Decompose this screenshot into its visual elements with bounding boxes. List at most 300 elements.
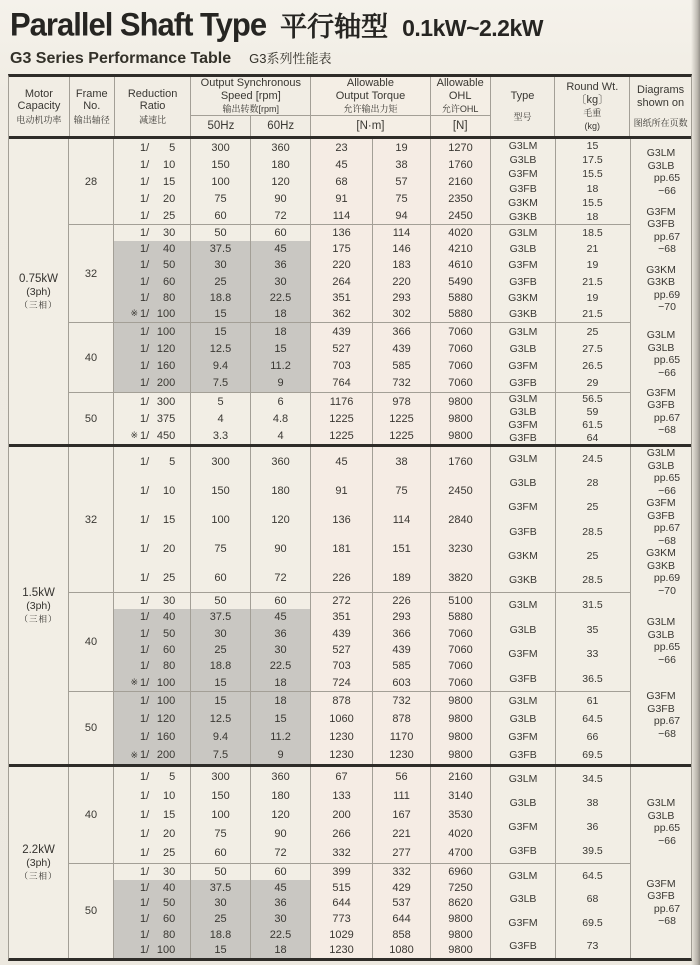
torque-50hz-cell: 272 [310,593,372,609]
speed-50hz-cell: 15 [190,675,250,691]
frame-no-cell: 40 [84,636,98,648]
speed-60hz-cell: 9 [250,746,310,764]
ratio-cell [113,505,190,534]
ratio-cell [113,880,190,896]
type-row [491,358,630,375]
ratio-denominator: 120 [156,342,176,355]
speed-60hz-cell: 18 [250,306,310,322]
speed-50hz-cell: 18.8 [190,927,250,943]
speed-50hz-cell: 25 [190,274,250,290]
ratio-denominator: 40 [162,243,176,256]
table-row [113,306,490,322]
ratio-denominator: 5 [169,770,176,783]
speed-60hz-cell: 6 [250,393,310,410]
speed-60hz-cell: 45 [250,241,310,257]
diagram-block [631,447,691,597]
header-speed-sub [191,115,310,136]
torque-50hz-cell: 220 [310,257,372,273]
header-torque-top [311,77,430,115]
ratio-denominator: 80 [162,291,176,304]
weight-value: 18.5 [582,227,603,240]
ohl-cell: 1760 [430,156,490,173]
table-row [113,173,490,190]
ohl-cell: 2450 [430,476,490,505]
speed-60hz-cell: 180 [250,476,310,505]
speed-50hz-cell: 30 [190,626,250,642]
weight-value: 35 [586,623,599,636]
ratio-prefix: 1/ [140,227,150,240]
table-row [113,563,490,592]
frame-block-40 [69,322,630,392]
table-row [113,880,490,896]
speed-50hz-cell: 7.5 [190,746,250,764]
frame-block-50 [69,392,630,444]
col-header-output-torque [310,77,430,136]
data-rows [113,225,490,322]
diagram-line: G3FM [646,205,676,218]
speed-60hz-cell: 360 [250,447,310,476]
type-label: G3LM [508,869,538,882]
type-row [491,568,630,592]
ratio-cell [113,290,190,306]
frame-block-40 [69,767,630,863]
motor-capacity-line: （三相） [19,871,58,881]
torque-60hz-cell: 366 [372,626,430,642]
type-row [491,791,630,815]
ratio-denominator: 100 [156,695,176,707]
torque-60hz-cell: 189 [372,563,430,592]
ratio-denominator: 60 [162,644,176,657]
weight-value: 31.5 [582,599,603,612]
table-row [113,139,490,156]
torque-50hz-cell: 1230 [310,942,372,958]
speed-60hz-cell: 30 [250,642,310,658]
ratio-cell [113,427,190,444]
torque-60hz-cell: 293 [372,609,430,625]
ratio-denominator: 50 [162,897,176,910]
weight-value: 28.5 [582,573,603,586]
diagram-line: G3KM [646,547,676,559]
header-line: Allowable [436,77,484,89]
speed-60hz-cell: 36 [250,257,310,273]
weight-value: 39.5 [582,845,603,857]
torque-50hz-cell: 527 [310,340,372,357]
speed-50hz-cell: 50 [190,864,250,880]
speed-50hz-cell: 300 [190,139,250,156]
diagram-line: G3LM [646,147,676,160]
speed-60hz-cell: 120 [250,805,310,824]
ratio-denominator: 20 [162,542,176,555]
weight-value: 28.5 [582,525,603,538]
diagram-line: pp.65 [653,641,681,653]
torque-60hz-cell: 332 [372,864,430,880]
type-label: G3LM [508,695,538,707]
col-header-reduction-ratio [114,77,191,136]
torque-60hz-cell: 167 [372,805,430,824]
ohl-cell: 7060 [430,626,490,642]
type-label: G3FB [509,275,537,288]
torque-60hz-cell: 146 [372,241,430,257]
torque-50hz-cell: 226 [310,563,372,592]
section-2-2kw [9,764,691,958]
ratio-prefix: 1/ [140,513,150,526]
torque-60hz-cell: 585 [372,658,430,674]
frame-no-cell: 50 [84,412,98,425]
table-row [113,274,490,290]
diagrams-column [630,447,691,764]
diagram-line: G3LM [646,329,676,342]
ohl-cell: 5880 [430,290,490,306]
torque-50hz-cell: 1225 [310,427,372,444]
speed-60hz-cell: 11.2 [250,728,310,746]
frame-no-cell: 28 [84,175,98,188]
page-title [10,5,543,44]
header-line-cn: 毛重 [583,108,602,118]
header-line: Ratio [139,100,166,112]
ratio-prefix: 1/ [140,928,150,941]
torque-60hz-cell: 1225 [372,410,430,427]
speed-50hz-cell: 37.5 [190,609,250,625]
speed-50hz-cell: 75 [190,825,250,844]
type-label: G3FB [509,672,537,685]
header-line: Capacity [17,100,61,112]
data-rows [113,393,490,444]
table-row [113,225,490,241]
speed-50hz-cell: 150 [190,786,250,805]
ratio-prefix: 1/ [140,325,150,338]
table-row [113,156,490,173]
data-rows [113,864,490,958]
speed-60hz-cell: 30 [250,274,310,290]
weight-value: 15.5 [582,196,603,209]
type-label: G3FM [508,648,538,661]
ohl-cell: 4020 [430,225,490,241]
ratio-cell [113,447,190,476]
data-rows [113,323,490,392]
section-1-5kw [9,444,691,764]
table-row [113,290,490,306]
ratio-cell [113,257,190,273]
ratio-denominator: 50 [162,627,176,640]
torque-50hz-cell: 45 [310,447,372,476]
diagram-line: −68 [658,424,676,437]
ratio-cell [113,864,190,880]
ratio-prefix: 1/ [140,192,150,205]
torque-60hz-cell: 151 [372,534,430,563]
diagram-line: G3FB [647,399,675,412]
subtitle-chinese: G3系列性能表 [249,51,332,66]
ratio-prefix: 1/ [140,881,150,894]
type-row [491,728,630,746]
type-label: G3LM [508,453,538,466]
type-weight-block [490,767,630,863]
diagram-group [631,329,691,379]
torque-60hz-cell: 978 [372,393,430,410]
speed-50hz-cell: 30 [190,895,250,911]
torque-60hz-cell: 57 [372,173,430,190]
ratio-prefix: 1/ [140,360,150,373]
torque-50hz-cell: 399 [310,864,372,880]
speed-50hz-cell: 15 [190,306,250,322]
torque-50hz-cell: 136 [310,505,372,534]
type-weight-block [490,864,630,958]
ratio-denominator: 160 [156,731,176,743]
weight-value: 21 [586,243,599,256]
ratio-cell [113,767,190,786]
type-label: G3FB [509,182,537,195]
diagram-line: G3FM [646,877,676,890]
ratio-denominator: 25 [162,571,176,584]
ratio-cell [113,225,190,241]
speed-50hz-cell: 18.8 [190,658,250,674]
torque-60hz-cell: 226 [372,593,430,609]
type-label: G3FB [509,940,537,953]
diagram-line: G3FM [646,690,676,702]
weight-value: 21.5 [582,275,603,288]
ohl-cell: 9800 [430,942,490,958]
motor-capacity-cell [9,447,68,764]
speed-50hz-cell: 12.5 [190,710,250,728]
speed-60hz-cell: 15 [250,710,310,728]
torque-60hz-cell: 1080 [372,942,430,958]
torque-60hz-cell: 1230 [372,746,430,764]
speed-60hz-cell: 22.5 [250,927,310,943]
col-header-diagrams [629,77,691,136]
type-row [491,642,630,667]
speed-50hz-cell: 60 [190,563,250,592]
diagram-group [631,616,691,666]
ratio-cell [113,274,190,290]
ohl-cell: 2840 [430,505,490,534]
weight-value: 15.5 [582,168,603,181]
data-rows [113,593,490,691]
diagram-line: G3FM [646,497,676,509]
speed-60hz-cell: 72 [250,563,310,592]
speed-60hz-cell: 360 [250,139,310,156]
torque-50hz-cell: 133 [310,786,372,805]
ratio-denominator: 40 [162,611,176,624]
diagram-line: G3KB [647,276,676,289]
type-row [491,471,630,495]
torque-50hz-cell: 175 [310,241,372,257]
diagram-line: pp.67 [653,715,681,727]
diagram-group [631,797,691,847]
table-row [113,340,490,357]
type-row [491,593,630,618]
torque-60hz-cell: 220 [372,274,430,290]
diagram-line: G3LB [647,341,675,354]
header-line-cn: 允许输出力矩 [343,104,398,114]
ratio-prefix: 1/ [140,243,150,256]
table-header [9,77,691,139]
ratio-prefix: 1/ [140,395,150,408]
header-line: Output Torque [335,89,406,102]
type-row [491,406,630,419]
weight-value: 64.5 [582,869,603,882]
ratio-prefix: 1/ [140,377,150,390]
speed-60hz-cell: 180 [250,786,310,805]
type-label: G3KM [508,291,538,304]
torque-50hz-cell: 527 [310,642,372,658]
ratio-denominator: 25 [162,847,176,860]
ratio-denominator: 5 [169,455,176,468]
speed-50hz-cell: 150 [190,476,250,505]
type-label: G3LM [508,140,538,153]
ratio-denominator: 100 [156,944,176,957]
diagram-line: pp.67 [653,411,681,424]
motor-capacity-line: (3ph) [26,286,51,298]
ratio-cell [113,626,190,642]
type-row [491,167,630,181]
ratio-prefix: 1/ [140,749,150,761]
ohl-cell: 2350 [430,190,490,207]
ohl-cell: 5880 [430,609,490,625]
ratio-prefix: 1/ [140,542,150,555]
speed-50hz-cell: 12.5 [190,340,250,357]
torque-50hz-cell: 703 [310,358,372,375]
type-weight-block [490,593,630,691]
type-label: G3KM [508,196,538,209]
frame-block-40 [69,592,630,691]
torque-60hz-cell: 732 [372,375,430,392]
type-label: G3LB [509,713,537,725]
ohl-cell: 9800 [430,746,490,764]
header-line-cn: 减速比 [139,114,167,125]
header-ohl-top [431,77,490,115]
header-line: Motor [24,87,53,100]
speed-60hz-cell: 72 [250,844,310,863]
ohl-cell: 3230 [430,534,490,563]
col-header-output-speed [190,77,310,136]
type-row [491,815,630,839]
type-row [491,393,630,406]
type-row [491,767,630,791]
ratio-mark: ※ [130,749,139,760]
weight-value: 61.5 [582,418,603,431]
ohl-cell: 9800 [430,410,490,427]
type-label: G3LB [509,406,537,419]
type-label: G3FM [508,916,538,929]
ohl-cell: 2160 [430,767,490,786]
torque-50hz-cell: 703 [310,658,372,674]
data-rows [113,692,490,764]
type-label: G3FM [508,501,538,514]
table-row [113,675,490,691]
weight-value: 69.5 [582,749,603,761]
ratio-prefix: 1/ [140,209,150,222]
type-row [491,746,630,764]
type-weight-block [490,393,630,444]
ratio-cell [113,692,190,710]
diagram-line: G3LM [646,616,676,628]
ratio-prefix: 1/ [140,660,150,673]
motor-capacity-line: (3ph) [26,857,51,869]
diagram-line: pp.67 [653,230,681,243]
diagram-line: pp.65 [653,354,681,367]
weight-value: 73 [586,940,599,953]
torque-50hz-cell: 1230 [310,728,372,746]
torque-50hz-cell: 264 [310,274,372,290]
ratio-denominator: 40 [162,881,176,894]
ratio-denominator: 20 [162,192,176,205]
table-row [113,710,490,728]
ratio-cell [113,609,190,625]
torque-50hz-cell: 515 [310,880,372,896]
speed-50hz-cell: 300 [190,767,250,786]
torque-50hz-cell: 1029 [310,927,372,943]
diagram-line: G3KB [647,559,676,572]
weight-value: 25 [586,549,599,562]
ratio-denominator: 10 [162,789,176,802]
torque-60hz-cell: 644 [372,911,430,927]
ohl-cell: 7060 [430,358,490,375]
motor-capacity-line: 2.2kW [22,844,55,856]
weight-value: 56.5 [582,393,603,406]
torque-60hz-cell: 38 [372,447,430,476]
ratio-prefix: 1/ [140,291,150,304]
type-label: G3LB [509,623,537,636]
torque-50hz-cell: 878 [310,692,372,710]
motor-capacity-line: （三相） [19,614,58,624]
diagram-group [631,547,691,597]
weight-value: 17.5 [582,154,603,167]
table-row [113,593,490,609]
ratio-denominator: 20 [162,828,176,841]
diagram-group [631,387,691,437]
type-label: G3LM [508,773,538,785]
motor-capacity-line: 1.5kW [22,587,55,599]
ratio-prefix: 1/ [140,809,150,821]
ratio-cell [113,710,190,728]
speed-60hz-cell: 18 [250,692,310,710]
weight-value: 61 [586,695,599,707]
torque-60hz-cell: 114 [372,225,430,241]
ratio-cell [113,241,190,257]
diagram-line: −70 [658,584,676,597]
diagram-line: −68 [658,243,676,255]
speed-60hz-cell: 36 [250,895,310,911]
ratio-cell [113,786,190,805]
torque-50hz-cell: 1230 [310,746,372,764]
ratio-denominator: 300 [156,395,176,408]
torque-60hz-cell: 183 [372,257,430,273]
torque-50hz-cell: 136 [310,225,372,241]
ratio-cell [113,927,190,943]
type-row [491,323,630,340]
ratio-prefix: 1/ [140,713,150,725]
header-line-cn: 输出轴径 [73,114,110,125]
type-row [491,839,630,863]
ratio-prefix: 1/ [140,627,150,640]
ohl-cell: 5880 [430,306,490,322]
table-row [113,786,490,805]
weight-value: 38 [586,797,599,809]
ohl-cell: 7060 [430,323,490,340]
torque-60hz-cell: 1170 [372,728,430,746]
col-header-allowable-ohl [430,77,490,136]
table-body [9,139,691,958]
weight-value: 26.5 [582,360,603,373]
speed-60hz-cell: 22.5 [250,658,310,674]
ratio-cell [113,476,190,505]
torque-50hz-cell: 764 [310,375,372,392]
weight-value: 25 [586,325,599,338]
ratio-prefix: 1/ [140,158,150,171]
torque-60hz-cell: 38 [372,156,430,173]
ratio-denominator: 10 [162,484,176,497]
header-torque-sub [311,115,430,136]
speed-50hz-cell: 150 [190,156,250,173]
